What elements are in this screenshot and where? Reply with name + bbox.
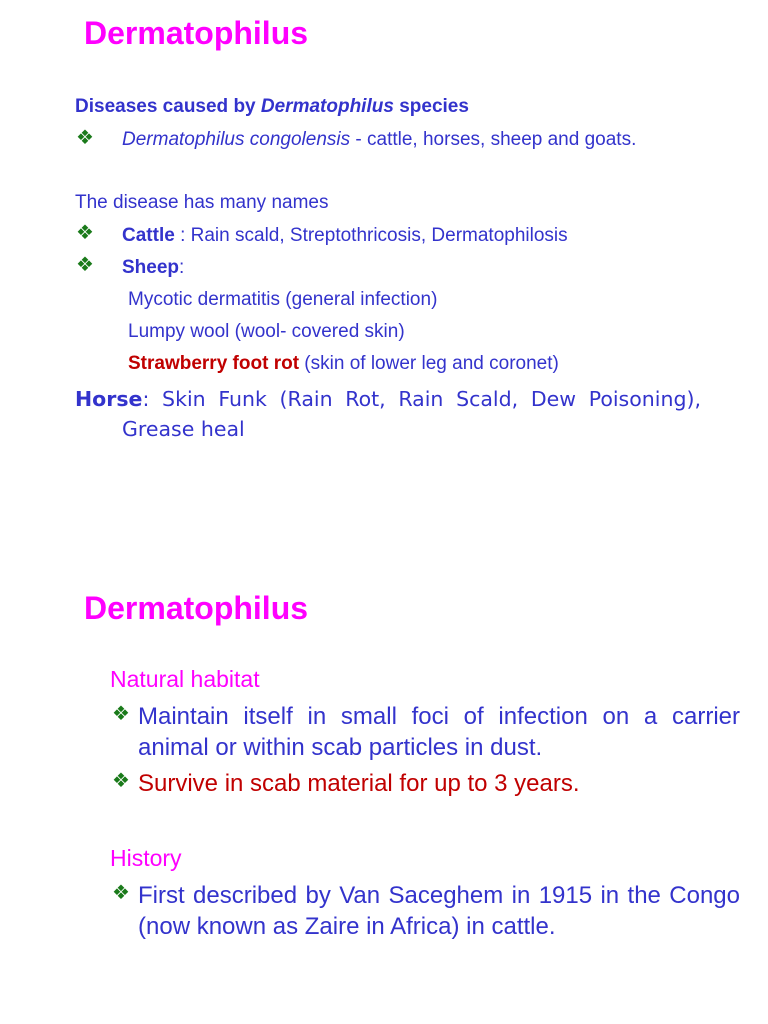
habitat-item-2: Survive in scab material for up to 3 years. bbox=[138, 770, 580, 797]
four-diamond-bullet-icon: ❖ bbox=[76, 127, 94, 149]
sheep-sep: : bbox=[179, 257, 185, 278]
four-diamond-bullet-icon: ❖ bbox=[112, 770, 130, 792]
diseases-heading bbox=[75, 95, 469, 119]
slide2-title: Dermatophilus bbox=[84, 590, 309, 626]
horse-label: Horse bbox=[75, 387, 143, 411]
diseases-heading-prefix: Diseases caused by bbox=[75, 96, 261, 117]
sheep-line-1: Mycotic dermatitis (general infection) bbox=[128, 289, 438, 310]
diseases-heading-genus: Dermatophilus bbox=[260, 96, 394, 117]
slide1-title: Dermatophilus bbox=[84, 15, 309, 51]
strawberry-foot-rot: Strawberry foot rot bbox=[128, 353, 300, 374]
four-diamond-bullet-icon: ❖ bbox=[76, 254, 94, 276]
species-name: Dermatophilus congolensis bbox=[122, 129, 351, 150]
four-diamond-bullet-icon: ❖ bbox=[112, 703, 130, 725]
cattle-names: Rain scald, Streptothricosis, Dermatophilosis bbox=[190, 225, 568, 246]
four-diamond-bullet-icon: ❖ bbox=[76, 222, 94, 244]
sheep-item bbox=[122, 256, 184, 280]
habitat-item-1: Maintain itself in small foci of infection on a carrier animal or within scab particles in dust. bbox=[138, 703, 740, 761]
species-item bbox=[122, 128, 636, 152]
sheep-line-3 bbox=[128, 352, 559, 376]
sheep-line-2: Lumpy wool (wool- covered skin) bbox=[128, 321, 405, 342]
cattle-item bbox=[122, 224, 568, 248]
names-intro: The disease has many names bbox=[75, 192, 329, 213]
horse-line-2: Grease heal bbox=[122, 417, 245, 441]
sheep-line-3-rest: (skin of lower leg and coronet) bbox=[299, 353, 559, 374]
history-item-1: First described by Van Saceghem in 1915 in the Congo (now known as Zaire in Africa) in cattle. bbox=[138, 882, 740, 940]
sheep-label: Sheep bbox=[122, 257, 180, 278]
cattle-sep: : bbox=[174, 225, 191, 246]
four-diamond-bullet-icon: ❖ bbox=[112, 882, 130, 904]
cattle-label: Cattle bbox=[122, 225, 175, 246]
species-hosts: - cattle, horses, sheep and goats. bbox=[350, 129, 637, 150]
history-heading: History bbox=[110, 845, 182, 871]
horse-line-1 bbox=[75, 384, 701, 415]
horse-names: : Skin Funk (Rain Rot, Rain Scald, Dew Poisoning), bbox=[142, 387, 701, 411]
natural-habitat-heading: Natural habitat bbox=[110, 666, 260, 692]
diseases-heading-suffix: species bbox=[393, 96, 469, 117]
